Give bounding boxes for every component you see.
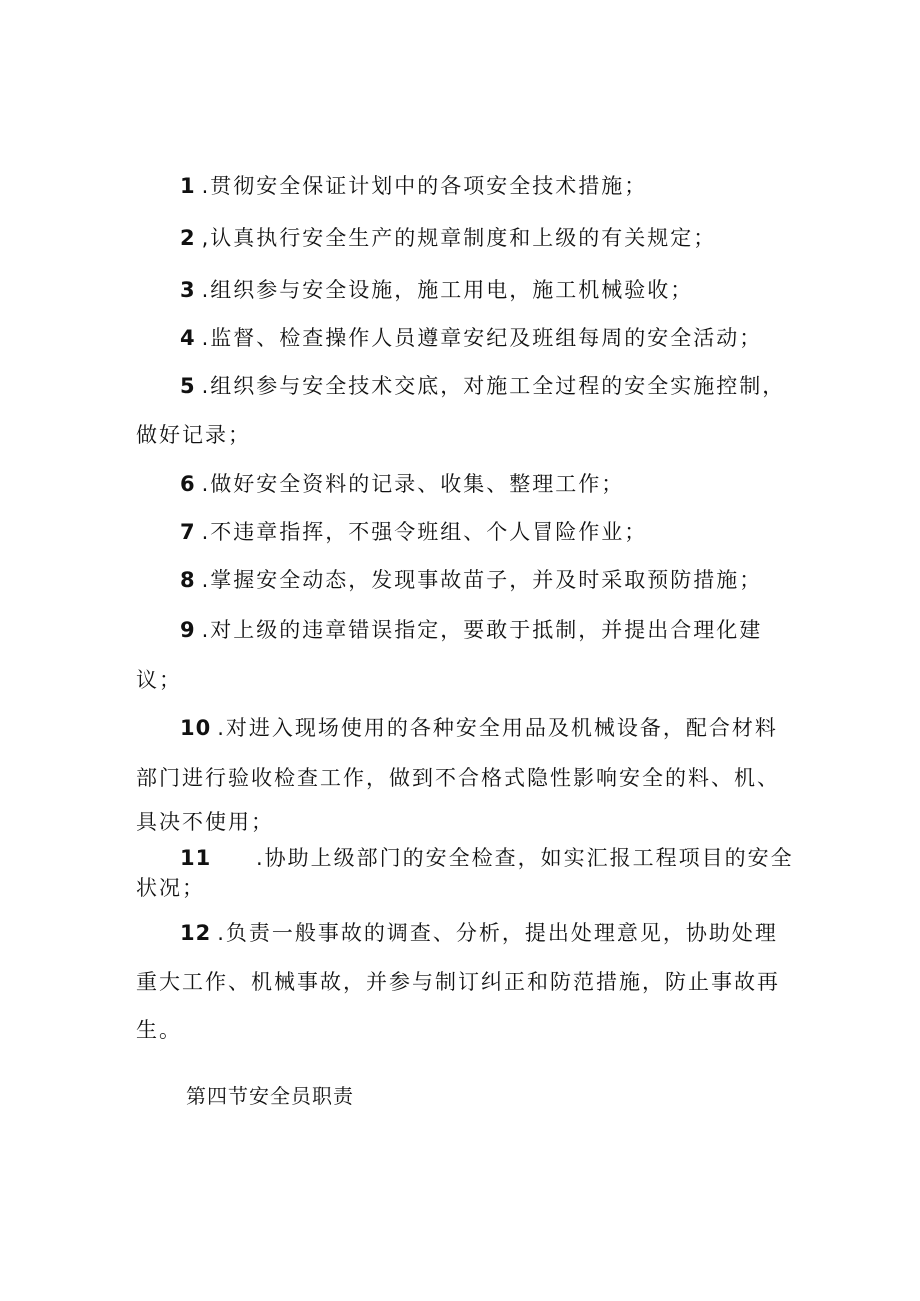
item-number: 11 (180, 846, 212, 870)
item-text: 具决不使用； (136, 810, 274, 834)
item-number: 4 (180, 326, 196, 350)
item-number: 10 (180, 716, 212, 740)
item-text: .对上级的违章错误指定，要敢于抵制，并提出合理化建 (201, 618, 763, 642)
item-text: .不违章指挥，不强令班组、个人冒险作业； (201, 520, 648, 544)
item-text: .负责一般事故的调查、分析，提出处理意见，协助处理 (217, 921, 778, 945)
item-text: 重大工作、机械事故，并参与制订纠正和防范措施，防止事故再 (136, 970, 780, 994)
item-number: 9 (180, 618, 196, 642)
list-item (180, 468, 624, 498)
item-number: 6 (180, 472, 196, 496)
item-text: 状况； (136, 876, 205, 900)
list-item-line (180, 370, 785, 400)
list-item-line (136, 872, 205, 902)
item-number: 2 (180, 226, 196, 250)
item-text: 议； (136, 668, 182, 692)
list-item-line (180, 614, 762, 644)
list-item (180, 516, 647, 546)
list-item (180, 322, 762, 352)
list-item (180, 274, 693, 304)
list-item (180, 170, 647, 200)
item-text: ,认真执行安全生产的规章制度和上级的有关规定； (201, 226, 717, 250)
list-item-line (180, 712, 778, 742)
item-text: .对进入现场使用的各种安全用品及机械设备，配合材料 (217, 716, 778, 740)
list-item (180, 222, 716, 252)
list-item-line (136, 1014, 182, 1044)
section-heading: 第四节安全员职责 (186, 1084, 354, 1108)
item-number: 5 (180, 374, 196, 398)
list-item-line (180, 917, 778, 947)
item-text: .协助上级部门的安全检查，如实汇报工程项目的安全 (256, 846, 794, 870)
list-item-line (136, 966, 780, 996)
list-item-line (136, 664, 182, 694)
list-item (180, 564, 762, 594)
item-text: 部门进行验收检查工作，做到不合格式隐性影响安全的料、机、 (136, 766, 780, 790)
item-number: 12 (180, 921, 212, 945)
item-text: 做好记录； (136, 423, 251, 447)
list-item-line (136, 806, 274, 836)
list-item-line (136, 762, 780, 792)
item-text: .贯彻安全保证计划中的各项安全技术措施； (201, 174, 648, 198)
item-number: 3 (180, 278, 196, 302)
item-number: 7 (180, 520, 196, 544)
item-number: 1 (180, 174, 196, 198)
item-number: 8 (180, 568, 196, 592)
item-text: .组织参与安全设施，施工用电，施工机械验收； (201, 278, 694, 302)
item-text: .掌握安全动态，发现事故苗子，并及时采取预防措施； (201, 568, 763, 592)
item-text: .做好安全资料的记录、收集、整理工作； (201, 472, 625, 496)
list-item-line (136, 419, 251, 449)
item-text: .监督、检查操作人员遵章安纪及班组每周的安全活动； (201, 326, 763, 350)
item-text: 生。 (136, 1018, 182, 1042)
item-text: .组织参与安全技术交底，对施工全过程的安全实施控制， (201, 374, 786, 398)
list-item-line (180, 842, 794, 872)
